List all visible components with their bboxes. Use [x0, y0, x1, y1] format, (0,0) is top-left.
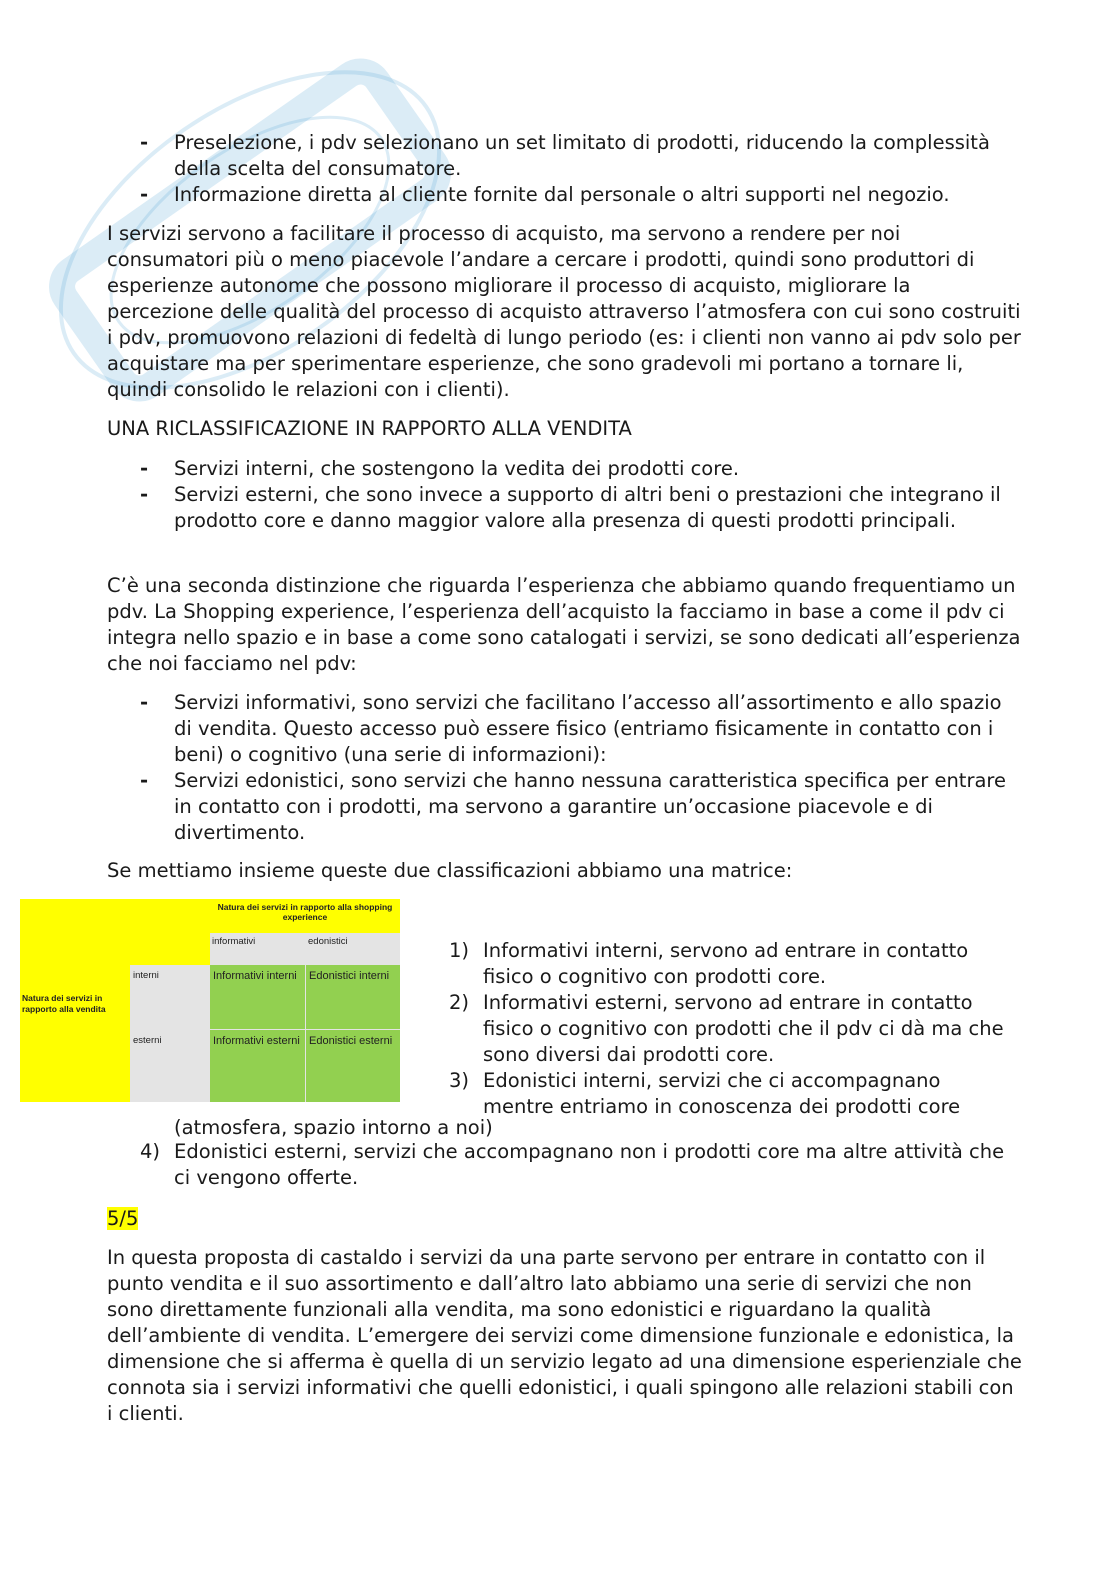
numbered-item-text: Informativi esterni, servono ad entrare in contatto fisico o cognitivo con prodotti che il pdv ci dà ma che sono diversi dai prodotti core.: [483, 991, 1004, 1066]
numbered-item-number: 3): [449, 1069, 470, 1092]
preselection-bullet-list: [140, 130, 1020, 208]
services-matrix: [20, 899, 400, 1102]
sales-bullet-list: [140, 456, 1020, 534]
bullet-informazione: - Informazione diretta al cliente fornite dal personale o altri supporti nel negozio.: [140, 182, 1020, 208]
score-line: [107, 1206, 1022, 1232]
experience-bullet-list: [140, 690, 1020, 846]
section-heading: UNA RICLASSIFICAZIONE IN RAPPORTO ALLA VENDITA: [107, 417, 632, 440]
matrix-corner-yellow-2: [130, 933, 210, 965]
matrix-col-informativi: informativi: [212, 936, 256, 947]
matrix-explanations-right: [449, 938, 1014, 1120]
matrix-cell-informativi-interni: Informativi interni: [210, 965, 305, 1029]
matrix-top-spacer: [130, 899, 210, 933]
matrix-row-esterni: esterni: [133, 1035, 162, 1046]
matrix-col-edonistici: edonistici: [308, 936, 348, 947]
matrix-top-header: Natura dei servizi in rapporto alla shopping experience: [210, 899, 400, 933]
bullet-preselezione: - Preselezione, i pdv selezionano un set limitato di prodotti, riducendo la complessità della scelta del consumatore.: [140, 130, 1020, 182]
numbered-item: [449, 1068, 1014, 1120]
numbered-item-text: Edonistici interni, servizi che ci accompagnano mentre entriamo in conoscenza dei prodotti core: [483, 1069, 961, 1118]
numbered-item-number: 2): [449, 991, 470, 1014]
bullet-servizi-informativi: - Servizi informativi, sono servizi che facilitano l’accesso all’assortimento e allo spazio di vendita. Questo accesso può essere fisico (entriamo fisicamente in contatto con i beni) o cognitivo (una serie di informazioni):: [140, 690, 1020, 768]
numbered-item: [449, 938, 1014, 990]
conclusion-paragraph: In questa proposta di castaldo i servizi da una parte servono per entrare in contatto con il punto vendita e il suo assortimento e dall’altro lato abbiamo una serie di servizi che non sono direttamente funzionali alla vendita, ma sono edonistici e riguardano la qualità dell’ambiente di vendita. L’emergere dei servizi come dimensione funzionale e edonistica, la dimensione che si afferma è quella di un servizio legato ad una dimensione esperienziale che connota sia i servizi informativi che quelli edonistici, i quali spingono alle relazioni stabili con i clienti.: [107, 1246, 1022, 1425]
matrix-intro: Se mettiamo insieme queste due classificazioni abbiamo una matrice:: [107, 859, 793, 882]
numbered-item-number: 1): [449, 939, 470, 962]
services-paragraph: I servizi servono a facilitare il processo di acquisto, ma servono a rendere per noi consumatori più o meno piacevole l’andare a cercare i prodotti, quindi sono produttori di esperienze autonome che possono migliorare il processo di acquisto, migliorare la percezione delle qualità del processo di acquisto attraverso l’atmosfera con cui sono costruiti i pdv, promuovono relazioni di fedeltà di lungo periodo (es: i clienti non vanno ai pdv solo per acquistare ma per sperimentare esperienze, che sono gradevoli mi portano a tornare li, quindi consolido le relazioni con i clienti).: [107, 222, 1021, 401]
bullet-servizi-edonistici: - Servizi edonistici, sono servizi che hanno nessuna caratteristica specifica per entrare in contatto con i prodotti, ma servono a garantire un’occasione piacevole e di divertimento.: [140, 768, 1020, 846]
matrix-cell-edonistici-interni: Edonistici interni: [306, 965, 400, 1029]
matrix-explanations-bottom: [140, 1139, 1020, 1191]
matrix-cell-informativi-esterni: Informativi esterni: [210, 1030, 305, 1102]
score-highlight: 5/5: [107, 1207, 139, 1230]
numbered-item-continuation: (atmosfera, spazio intorno a noi): [174, 1116, 493, 1139]
shopping-experience-paragraph: C’è una seconda distinzione che riguarda l’esperienza che abbiamo quando frequentiamo un pdv. La Shopping experience, l’esperienza dell’acquisto la facciamo in base a come il pdv ci integra nello spazio e in base a come sono catalogati i servizi, se sono dedicati all’esperienza che noi facciamo nel pdv:: [107, 574, 1021, 675]
matrix-row-interni: interni: [133, 970, 159, 981]
bullet-servizi-interni: - Servizi interni, che sostengono la vedita dei prodotti core.: [140, 456, 1020, 482]
matrix-side-header: Natura dei servizi in rapporto alla vendita: [22, 993, 106, 1014]
numbered-item-text: Informativi interni, servono ad entrare in contatto fisico o cognitivo con prodotti core.: [483, 939, 969, 988]
numbered-item-number: 4): [140, 1140, 161, 1163]
numbered-item: [140, 1139, 1020, 1191]
numbered-item: [449, 990, 1014, 1068]
numbered-item-text: Edonistici esterni, servizi che accompagnano non i prodotti core ma altre attività che ci vengono offerte.: [174, 1140, 1005, 1189]
matrix-cell-edonistici-esterni: Edonistici esterni: [306, 1030, 400, 1102]
bullet-servizi-esterni: - Servizi esterni, che sono invece a supporto di altri beni o prestazioni che integrano il prodotto core e danno maggior valore alla presenza di questi prodotti principali.: [140, 482, 1020, 534]
matrix-side-panel: [20, 933, 130, 1102]
